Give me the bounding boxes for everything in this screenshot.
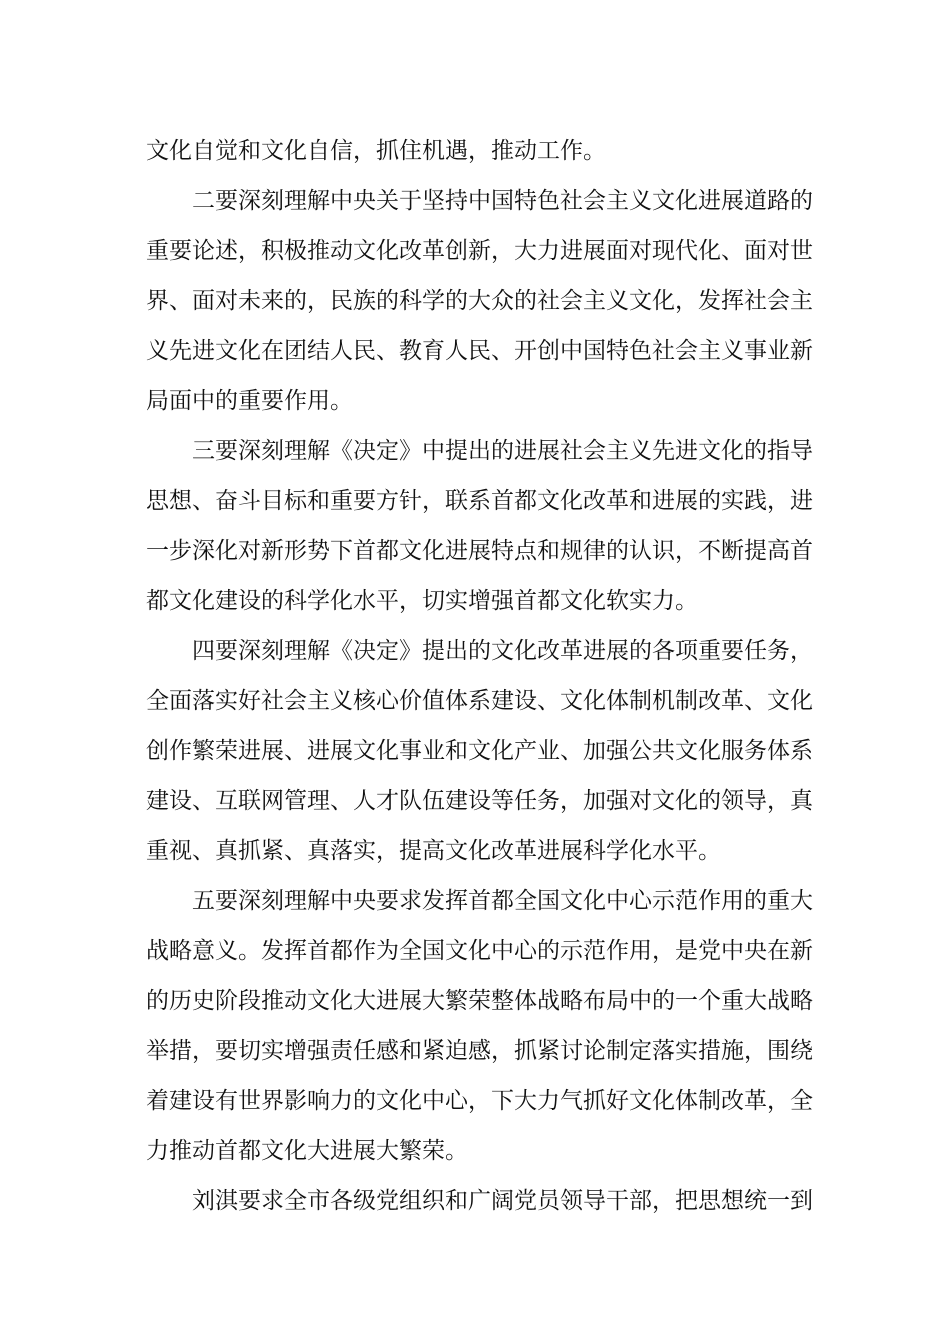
paragraph-first-line: 五要深刻理解中央要求发挥首都全国文化中心示范作用的重大 — [192, 888, 813, 914]
paragraph-first-line: 四要深刻理解《决定》提出的文化改革进展的各项重要任务， — [192, 638, 813, 664]
text-line: 建设、互联网管理、人才队伍建设等任务，加强对文化的领导，真 — [146, 788, 813, 814]
text-line: 全面落实好社会主义核心价值体系建设、文化体制机制改革、文化 — [146, 688, 813, 714]
text-line: 文化自觉和文化自信，抓住机遇，推动工作。 — [146, 138, 606, 164]
text-line: 重要论述，积极推动文化改革创新，大力进展面对现代化、面对世 — [146, 238, 813, 264]
text-line: 界、面对未来的，民族的科学的大众的社会主义文化，发挥社会主 — [146, 288, 813, 314]
text-line: 战略意义。发挥首都作为全国文化中心的示范作用，是党中央在新 — [146, 938, 813, 964]
text-line: 义先进文化在团结人民、教育人民、开创中国特色社会主义事业新 — [146, 338, 813, 364]
text-line: 着建设有世界影响力的文化中心，下大力气抓好文化体制改革，全 — [146, 1088, 813, 1114]
text-line: 思想、奋斗目标和重要方针，联系首都文化改革和进展的实践，进 — [146, 488, 813, 514]
paragraph-first-line: 二要深刻理解中央关于坚持中国特色社会主义文化进展道路的 — [192, 188, 813, 214]
text-line: 的历史阶段推动文化大进展大繁荣整体战略布局中的一个重大战略 — [146, 988, 813, 1014]
paragraph-first-line: 三要深刻理解《决定》中提出的进展社会主义先进文化的指导 — [192, 438, 813, 464]
text-line: 局面中的重要作用。 — [146, 388, 353, 414]
text-line: 举措，要切实增强责任感和紧迫感，抓紧讨论制定落实措施，围绕 — [146, 1038, 813, 1064]
text-line: 创作繁荣进展、进展文化事业和文化产业、加强公共文化服务体系 — [146, 738, 813, 764]
text-line: 重视、真抓紧、真落实，提高文化改革进展科学化水平。 — [146, 838, 721, 864]
text-line: 力推动首都文化大进展大繁荣。 — [146, 1138, 468, 1164]
paragraph-first-line: 刘淇要求全市各级党组织和广阔党员领导干部，把思想统一到 — [192, 1188, 813, 1214]
text-line: 一步深化对新形势下首都文化进展特点和规律的认识，不断提高首 — [146, 538, 813, 564]
text-line: 都文化建设的科学化水平，切实增强首都文化软实力。 — [146, 588, 698, 614]
